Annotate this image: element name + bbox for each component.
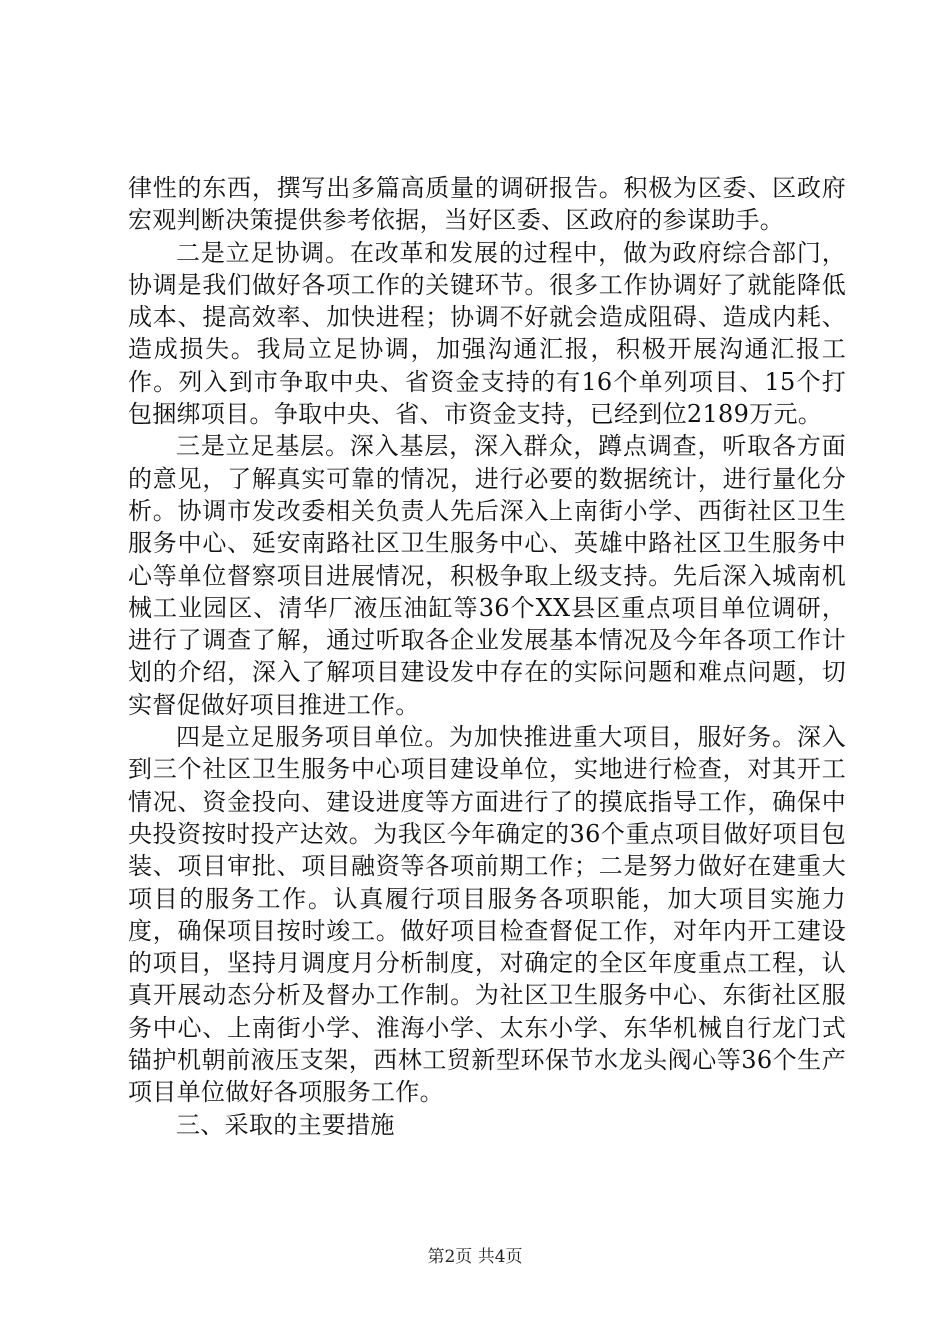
paragraph-project-service: 四是立足服务项目单位。为加快推进重大项目，服好务。深入到三个社区卫生服务中心项目建设单位，实地进行检查，对其开工情况、资金投向、建设进度等方面进行了的摸底指导工作，确保中央投资按时投产达效。为我区今年确定的36个重点项目做好项目包装、项目审批、项目融资等各项前期工作；二是努力做好在建重大项目的服务工作。认真履行项目服务各项职能，加大项目实施力度，确保项目按时竣工。做好项目检查督促工作，对年内开工建设的项目，坚持月调度月分析制度，对确定的全区年度重点工程，认真开展动态分析及督办工作制。为社区卫生服务中心、东街社区服务中心、上南街小学、淮海小学、太东小学、东华机械自行龙门式锚护机朝前液压支架，西林工贸新型环保节水龙头阀心等36个生产项目单位做好各项服务工作。	[128, 723, 846, 1107]
section-heading-measures: 三、采取的主要措施	[176, 1110, 395, 1139]
paragraph-continuation: 律性的东西，撰写出多篇高质量的调研报告。积极为区委、区政府宏观判断决策提供参考依据，当好区委、区政府的参谋助手。	[128, 174, 846, 235]
page-footer	[0, 1242, 950, 1267]
page-number: 第2页 共4页	[427, 1247, 523, 1267]
paragraph-coordination: 二是立足协调。在改革和发展的过程中，做为政府综合部门，协调是我们做好各项工作的关键环节。很多工作协调好了就能降低成本、提高效率、加快进程；协调不好就会造成阻碍、造成内耗、造成损失。我局立足协调，加强沟通汇报，积极开展沟通汇报工作。列入到市争取中央、省资金支持的有16个单列项目、15个打包捆绑项目。争取中央、省、市资金支持，已经到位2189万元。	[128, 238, 846, 429]
document-body	[128, 172, 846, 1141]
paragraph-grassroots: 三是立足基层。深入基层，深入群众，蹲点调查，听取各方面的意见，了解真实可靠的情况，进行必要的数据统计，进行量化分析。协调市发改委相关负责人先后深入上南街小学、西街社区卫生服务中心、延安南路社区卫生服务中心、英雄中路社区卫生服务中心等单位督察项目进展情况，积极争取上级支持。先后深入城南机械工业园区、清华厂液压油缸等36个XX县区重点项目单位调研，进行了调查了解，通过听取各企业发展基本情况及今年各项工作计划的介绍，深入了解项目建设发中存在的实际问题和难点问题，切实督促做好项目推进工作。	[128, 432, 846, 719]
